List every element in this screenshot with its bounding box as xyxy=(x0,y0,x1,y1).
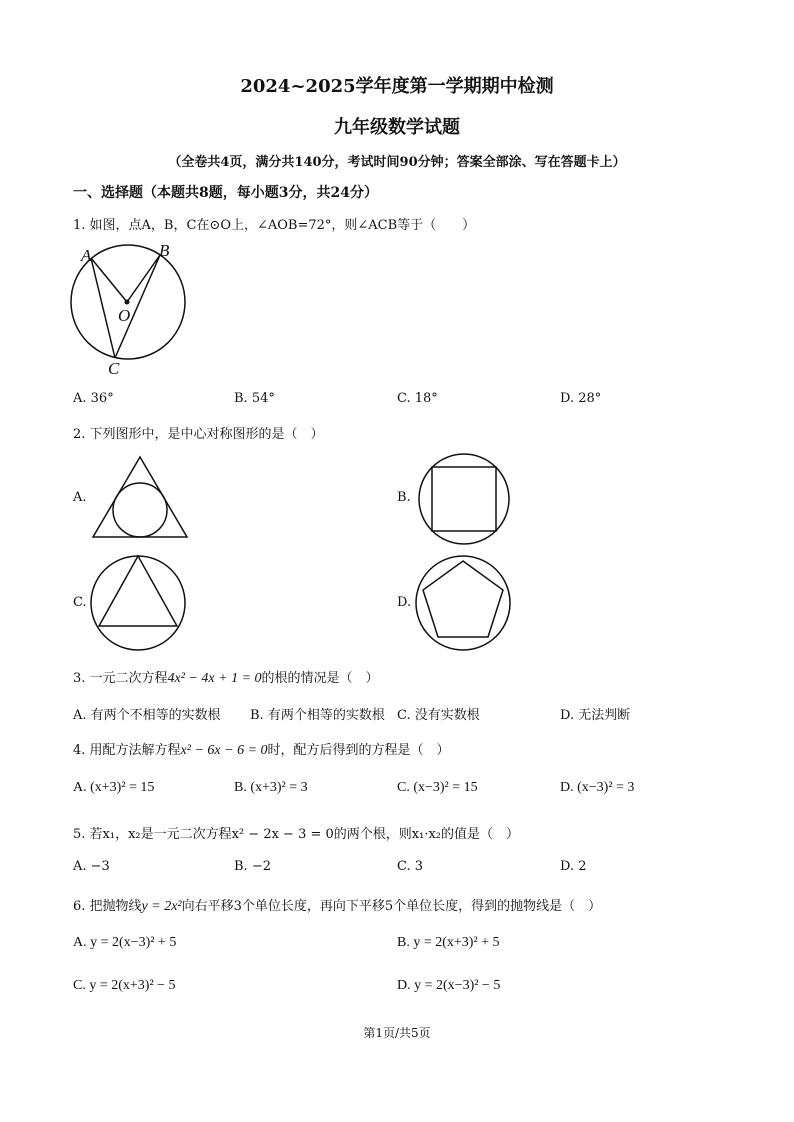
q6-stem-suffix: 向右平移3个单位长度，再向下平移5个单位长度，得到的抛物线是（ ） xyxy=(181,899,602,914)
q2-option-a: A. xyxy=(73,490,87,505)
q3-stem-prefix: 3. 一元二次方程 xyxy=(73,671,168,686)
question-5-stem: 5. 若x₁，x₂是一元二次方程x² − 2x − 3 = 0的两个根，则x₁·x₂的值是（ ） xyxy=(73,827,519,842)
q1-option-a: A. 36° xyxy=(73,391,114,406)
q5-option-d: D. 2 xyxy=(560,859,587,874)
circle-with-inscribed-pentagon-icon xyxy=(415,555,515,655)
q3-option-a: A. 有两个不相等的实数根 xyxy=(73,708,221,723)
q1-label-a: A xyxy=(81,246,92,265)
q4-option-a: A. (x+3)² = 15 xyxy=(73,780,155,795)
q2-option-b: B. xyxy=(397,490,411,505)
q6-equation: y = 2x² xyxy=(141,899,182,914)
triangle-with-incircle-icon xyxy=(92,455,192,540)
q4-stem-suffix: 时，配方后得到的方程是（ ） xyxy=(267,743,450,758)
q1-label-c: C xyxy=(108,359,120,378)
q4-option-b: B. (x+3)² = 3 xyxy=(234,780,308,795)
q4-option-c: C. (x−3)² = 15 xyxy=(397,780,478,795)
q6-option-a: A. y = 2(x−3)² + 5 xyxy=(73,935,177,950)
q6-stem-prefix: 6. 把抛物线 xyxy=(73,899,142,914)
q4-equation: x² − 6x − 6 = 0 xyxy=(180,743,268,758)
q5-option-c: C. 3 xyxy=(397,859,424,874)
q2-option-d: D. xyxy=(397,595,412,610)
exam-subtitle: 九年级数学试题 xyxy=(334,117,460,138)
section-heading: 一、选择题（本题共8题，每小题3分，共24分） xyxy=(73,185,378,201)
q3-stem-suffix: 的根的情况是（ ） xyxy=(261,671,379,686)
question-6-stem xyxy=(73,895,601,915)
q3-option-d: D. 无法判断 xyxy=(560,708,631,723)
q6-option-d: D. y = 2(x−3)² − 5 xyxy=(397,978,501,993)
q3-option-c: C. 没有实数根 xyxy=(397,708,480,723)
q3-option-b: B. 有两个相等的实数根 xyxy=(250,708,385,723)
question-4-stem xyxy=(73,739,450,759)
q5-option-a: A. −3 xyxy=(73,859,110,874)
q6-option-c: C. y = 2(x+3)² − 5 xyxy=(73,978,176,993)
q1-option-c: C. 18° xyxy=(397,391,438,406)
q3-equation: 4x² − 4x + 1 = 0 xyxy=(167,671,262,686)
exam-note: （全卷共4页，满分共140分，考试时间90分钟；答案全部涂、写在答题卡上） xyxy=(168,155,626,170)
q6-option-b: B. y = 2(x+3)² + 5 xyxy=(397,935,500,950)
page-number: 第1页/共5页 xyxy=(363,1026,431,1040)
q4-stem-prefix: 4. 用配方法解方程 xyxy=(73,743,181,758)
q2-option-c: C. xyxy=(73,595,87,610)
q1-label-o: O xyxy=(118,306,131,325)
circle-with-inscribed-square-icon xyxy=(417,452,512,547)
exam-title: 2024~2025学年度第一学期期中检测 xyxy=(240,76,554,97)
q1-label-b: B xyxy=(159,241,170,260)
q5-option-b: B. −2 xyxy=(234,859,271,874)
question-3-stem xyxy=(73,667,379,687)
question-1-stem: 1. 如图，点A，B，C在⊙O上，∠AOB=72°，则∠ACB等于（ ） xyxy=(73,218,476,233)
q1-option-d: D. 28° xyxy=(560,391,602,406)
circle-with-inscribed-triangle-icon xyxy=(90,555,190,655)
q1-option-b: B. 54° xyxy=(234,391,275,406)
q4-option-d: D. (x−3)² = 3 xyxy=(560,780,635,795)
question-2-stem: 2. 下列图形中，是中心对称图形的是（ ） xyxy=(73,427,324,442)
